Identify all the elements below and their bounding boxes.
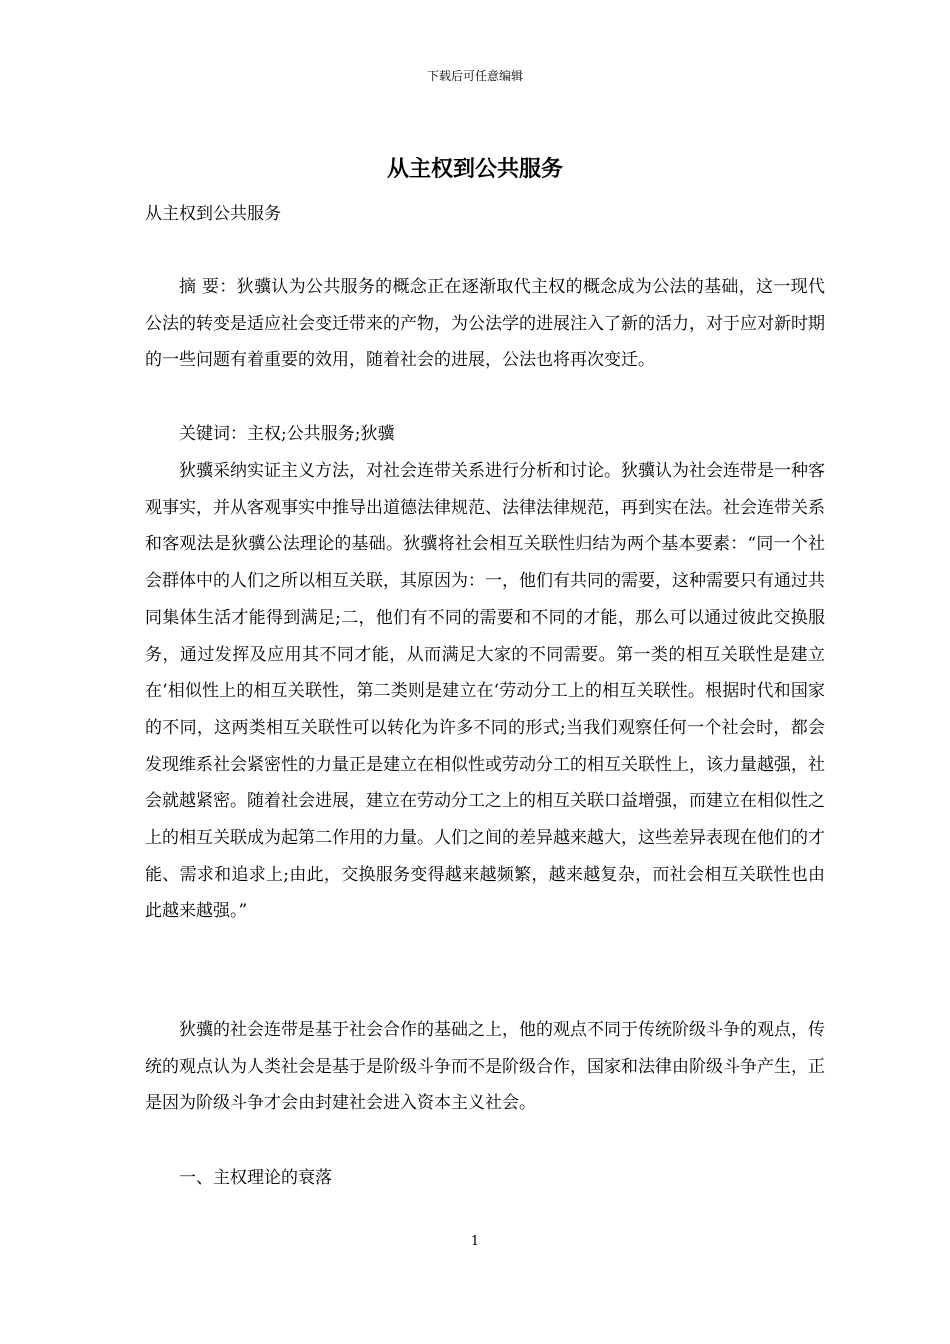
keywords-text: 关键词：主权;公共服务;狄骥 xyxy=(179,424,395,444)
body-paragraph-2 xyxy=(145,1012,825,1122)
body-paragraph-1 xyxy=(145,453,825,930)
paragraph-text: 狄骥的社会连带是基于社会合作的基础之上，他的观点不同于传统阶级斗争的观点，传统的观点认为人类社会是基于是阶级斗争而不是阶级合作，国家和法律由阶级斗争产生，正是因为阶级斗争才会由封建社会进入资本主义社会。 xyxy=(145,1020,825,1114)
subtitle-text: 从主权到公共服务 xyxy=(145,204,281,224)
section-heading-text: 一、主权理论的衰落 xyxy=(179,1168,332,1188)
keywords-section xyxy=(145,416,825,453)
header-note: 下载后可任意编辑 xyxy=(426,69,523,83)
document-title: 从主权到公共服务 xyxy=(386,157,563,182)
document-subtitle xyxy=(145,196,825,233)
page-number: 1 xyxy=(470,1234,480,1249)
paragraph-text: 狄骥采纳实证主义方法，对社会连带关系进行分析和讨论。狄骥认为社会连带是一种客观事实，并从客观事实中推导出道德法律规范、法律法律规范，再到实在法。社会连带关系和客观法是狄骥公法理论的基础。狄骥将社会相互关联性归结为两个基本要素：“同一个社会群体中的人们之所以相互关联，其原因为：一，他们有共同的需要，这种需要只有通过共同集体生活才能得到满足;二，他们有不同的需要和不同的才能，那么可以通过彼此交换服务，通过发挥及应用其不同才能，从而满足大家的不同需要。第一类的相互关联性是建立在‘相似性上的相互关联性，第二类则是建立在‘劳动分工上的相互关联性。根据时代和国家的不同，这两类相互关联性可以转化为许多不同的形式;当我们观察任何一个社会时，都会发现维系社会紧密性的力量正是建立在相似性或劳动分工的相互关联性上，该力量越强，社会就越紧密。随着社会进展，建立在劳动分工之上的相互关联口益增强，而建立在相似性之上的相互关联成为起第二作用的力量。人们之间的差异越来越大，这些差异表现在他们的才能、需求和追求上;由此，交换服务变得越来越频繁，越来越复杂，而社会相互关联性也由此越来越强。” xyxy=(145,461,825,922)
abstract-text: 摘 要：狄骥认为公共服务的概念正在逐渐取代主权的概念成为公法的基础，这一现代公法的转变是适应社会变迁带来的产物，为公法学的进展注入了新的活力，对于应对新时期的一些问题有着重要的效用，随着社会的进展，公法也将再次变迁。 xyxy=(145,277,825,371)
section-heading xyxy=(145,1160,825,1197)
abstract-section xyxy=(145,269,825,379)
